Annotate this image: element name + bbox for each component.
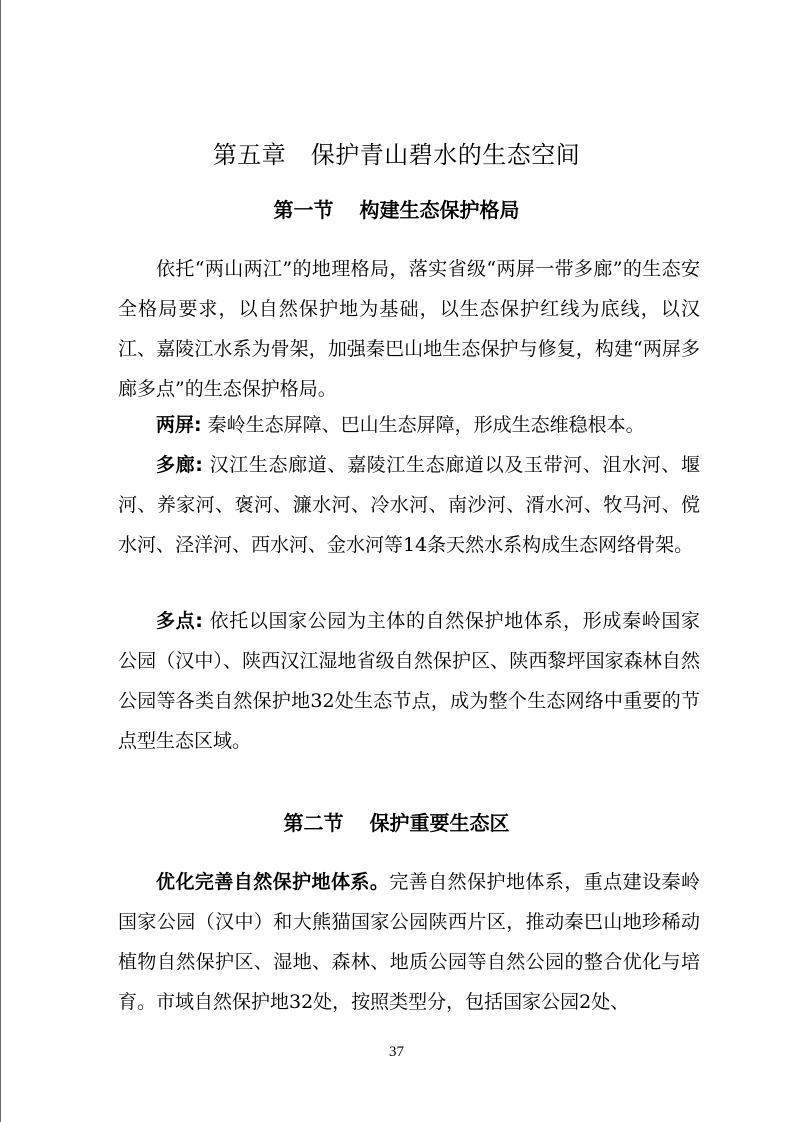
section-name: 保护重要生态区 [369, 811, 510, 835]
paragraph-text: 依托以国家公园为主体的自然保护地体系，形成秦岭国家公园（汉中）、陕西汉江湿地省级自然保护区、陕西黎坪国家森林自然公园等各类自然保护地32处生态节点，成为整个生态网络中重要的节点型生态区域。 [118, 610, 700, 752]
section-heading-2 [0, 808, 793, 838]
paragraph-text: 汉江生态廊道、嘉陵江生态廊道以及玉带河、沮水河、堰河、养家河、褒河、濂水河、冷水河、南沙河、湑水河、牧马河、傥水河、泾洋河、西水河、金水河等14条天然水系构成生态网络骨架。 [118, 454, 700, 556]
two-screens-paragraph [118, 405, 700, 445]
paragraph-lead: 优化完善自然保护地体系。 [156, 871, 390, 893]
section-heading-1 [0, 195, 793, 225]
section-name: 构建生态保护格局 [359, 198, 520, 222]
section-number: 第一节 [273, 198, 334, 222]
intro-paragraph: 依托“两山两江”的地理格局，落实省级“两屏一带多廊”的生态安全格局要求，以自然保护地为基础，以生态保护红线为底线，以汉江、嘉陵江水系为骨架，加强秦巴山地生态保护与修复，构建“两屏多廊多点”的生态保护格局。 [118, 258, 700, 400]
chapter-title: 第五章 保护青山碧水的生态空间 [212, 141, 581, 169]
paragraph-text: 完善自然保护地体系，重点建设秦岭国家公园（汉中）和大熊猫国家公园陕西片区，推动秦巴山地珍稀动植物自然保护区、湿地、森林、地质公园等自然公园的整合优化与培育。市域自然保护地32处，按照类型分，包括国家公园2处、 [118, 871, 700, 1013]
paragraph-lead: 多廊: [156, 454, 203, 476]
multi-corridors-paragraph [118, 445, 700, 565]
section-number: 第二节 [283, 811, 344, 835]
paragraph-lead: 多点: [156, 610, 203, 632]
protected-areas-paragraph [118, 862, 700, 1022]
multi-points-paragraph [118, 601, 700, 761]
paragraph-text: 秦岭生态屏障、巴山生态屏障，形成生态维稳根本。 [201, 414, 645, 436]
page-number: 37 [389, 1044, 404, 1060]
paragraph-lead: 两屏: [156, 414, 202, 436]
